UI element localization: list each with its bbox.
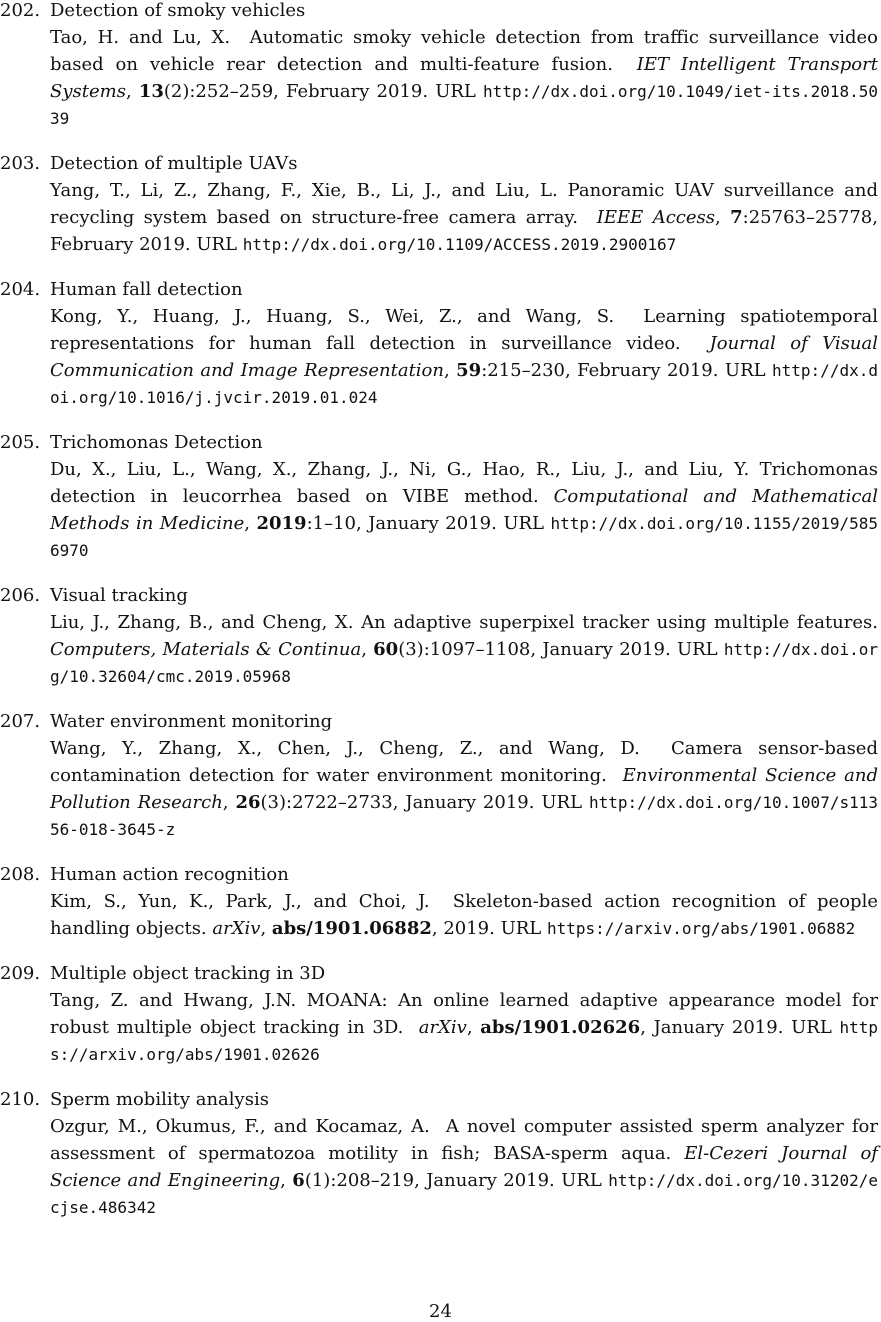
- reference-authors: Yang, T., Li, Z., Zhang, F., Xie, B., Li, J., and Liu, L.: [50, 180, 558, 201]
- reference-entry-205: [0, 429, 878, 564]
- reference-details: :1–10, January 2019. URL: [306, 513, 544, 534]
- reference-details: (2):252–259, February 2019. URL: [163, 81, 476, 102]
- reference-url-link[interactable]: http://dx.doi.org/10.32604/cmc.2019.05968: [50, 640, 878, 686]
- reference-citation: Kim, S., Yun, K., Park, J., and Choi, J. Skeleton-based action recognition of people handling objects. arXiv, abs/1901.06882, 2019. URL https://arxiv.org/abs/1901.06882: [50, 891, 878, 939]
- reference-topic: Human action recognition: [50, 864, 289, 885]
- reference-citation: Kong, Y., Huang, J., Huang, S., Wei, Z., and Wang, S. Learning spatiotemporal representations for human fall detection in surveillance video. Journal of Visual Communication and Image Representation, 59:215–230, February 2019. URL http://dx.doi.org/10.1016/j.jvcir.2019.01.024: [50, 306, 878, 407]
- reference-number: 205.: [0, 432, 41, 453]
- reference-url-link[interactable]: http://dx.doi.org/10.1155/2019/5856970: [50, 514, 878, 560]
- reference-entry-206: [0, 582, 878, 690]
- reference-details: (3):2722–2733, January 2019. URL: [260, 792, 583, 813]
- reference-venue: arXiv: [212, 918, 261, 939]
- reference-entry-203: [0, 150, 878, 258]
- reference-citation: Wang, Y., Zhang, X., Chen, J., Cheng, Z., and Wang, D. Camera sensor-based contamination detection for water environment monitoring. Environmental Science and Pollution Research, 26(3):2722–2733, January 2019. URL http://dx.doi.org/10.1007/s11356-018-3645-z: [50, 738, 878, 839]
- reference-url-link[interactable]: http://dx.doi.org/10.1109/ACCESS.2019.2900167: [242, 235, 677, 254]
- reference-topic: Human fall detection: [50, 279, 243, 300]
- reference-volume: 6: [292, 1170, 305, 1191]
- reference-venue: Computational and Mathematical Methods in Medicine: [50, 486, 878, 534]
- reference-title: Panoramic UAV surveillance and recycling system based on structure-free camera array.: [50, 180, 878, 228]
- reference-volume: 13: [138, 81, 164, 102]
- reference-citation: Du, X., Liu, L., Wang, X., Zhang, J., Ni, G., Hao, R., Liu, J., and Liu, Y. Trichomonas detection in leucorrhea based on VIBE method. Computational and Mathematical Methods in Medicine, 2019:1–10, January 2019. URL http://dx.doi.org/10.1155/2019/5856970: [50, 459, 878, 560]
- reference-authors: Kong, Y., Huang, J., Huang, S., Wei, Z., and Wang, S.: [50, 306, 615, 327]
- reference-number: 210.: [0, 1089, 41, 1110]
- reference-title: Learning spatiotemporal representations for human fall detection in surveillance video.: [50, 306, 878, 354]
- reference-number: 203.: [0, 153, 41, 174]
- reference-volume: abs/1901.02626: [480, 1017, 641, 1038]
- reference-volume: 59: [456, 360, 482, 381]
- reference-citation: Tao, H. and Lu, X. Automatic smoky vehicle detection from traffic surveillance video based on vehicle rear detection and multi-feature fusion. IET Intelligent Transport Systems, 13(2):252–259, February 2019. URL http://dx.doi.org/10.1049/iet-its.2018.5039: [50, 27, 878, 128]
- reference-venue: El-Cezeri Journal of Science and Engineering: [50, 1143, 878, 1191]
- reference-volume: 7: [730, 207, 743, 228]
- reference-url-link[interactable]: http://dx.doi.org/10.1049/iet-its.2018.5039: [50, 82, 878, 128]
- reference-venue: arXiv: [418, 1017, 467, 1038]
- reference-volume: abs/1901.06882: [271, 918, 432, 939]
- reference-details: (1):208–219, January 2019. URL: [304, 1170, 602, 1191]
- reference-authors: Kim, S., Yun, K., Park, J., and Choi, J.: [50, 891, 430, 912]
- reference-details: :25763–25778, February 2019. URL: [50, 207, 878, 255]
- reference-citation: Tang, Z. and Hwang, J.N. MOANA: An online learned adaptive appearance model for robust multiple object tracking in 3D. arXiv, abs/1901.02626, January 2019. URL https://arxiv.org/abs/1901.02626: [50, 990, 878, 1064]
- reference-number: 209.: [0, 963, 41, 984]
- reference-title: A novel computer assisted sperm analyzer for assessment of spermatozoa motility in fish; BASA-sperm aqua.: [50, 1116, 878, 1164]
- reference-topic: Multiple object tracking in 3D: [50, 963, 326, 984]
- reference-url-link[interactable]: http://dx.doi.org/10.1016/j.jvcir.2019.01.024: [50, 361, 878, 407]
- page-number: 24: [429, 1301, 452, 1322]
- reference-title: Skeleton-based action recognition of people handling objects.: [50, 891, 878, 939]
- reference-details: :215–230, February 2019. URL: [481, 360, 766, 381]
- reference-url-link[interactable]: http://dx.doi.org/10.31202/ecjse.486342: [50, 1171, 878, 1217]
- reference-number: 202.: [0, 0, 41, 21]
- reference-entry-202: [0, 0, 878, 132]
- reference-citation: Yang, T., Li, Z., Zhang, F., Xie, B., Li, J., and Liu, L. Panoramic UAV surveillance and recycling system based on structure-free camera array. IEEE Access, 7:25763–25778, February 2019. URL http://dx.doi.org/10.1109/ACCESS.2019.2900167: [50, 180, 878, 255]
- reference-authors: Liu, J., Zhang, B., and Cheng, X.: [50, 612, 354, 633]
- reference-authors: Tang, Z. and Hwang, J.N.: [50, 990, 297, 1011]
- reference-venue: Computers, Materials & Continua: [50, 639, 362, 660]
- reference-citation: Liu, J., Zhang, B., and Cheng, X. An adaptive superpixel tracker using multiple features. Computers, Materials & Continua, 60(3):1097–1108, January 2019. URL http://dx.doi.org/10.32604/cmc.2019.05968: [50, 612, 878, 686]
- reference-volume: 60: [373, 639, 399, 660]
- reference-entry-204: [0, 276, 878, 411]
- reference-volume: 26: [235, 792, 261, 813]
- reference-topic: Water environment monitoring: [50, 711, 333, 732]
- reference-title: An adaptive superpixel tracker using multiple features.: [361, 612, 878, 633]
- reference-venue: Journal of Visual Communication and Image Representation: [50, 333, 878, 381]
- reference-volume: 2019: [256, 513, 307, 534]
- reference-citation: Ozgur, M., Okumus, F., and Kocamaz, A. A novel computer assisted sperm analyzer for assessment of spermatozoa motility in fish; BASA-sperm aqua. El-Cezeri Journal of Science and Engineering, 6(1):208–219, January 2019. URL http://dx.doi.org/10.31202/ecjse.486342: [50, 1116, 878, 1217]
- reference-url-link[interactable]: https://arxiv.org/abs/1901.02626: [50, 1018, 878, 1064]
- reference-topic: Sperm mobility analysis: [50, 1089, 269, 1110]
- reference-topic: Detection of smoky vehicles: [50, 0, 306, 21]
- reference-authors: Tao, H. and Lu, X.: [50, 27, 231, 48]
- reference-topic: Detection of multiple UAVs: [50, 153, 298, 174]
- reference-url-link[interactable]: https://arxiv.org/abs/1901.06882: [546, 919, 856, 938]
- reference-topic: Visual tracking: [50, 585, 188, 606]
- reference-venue: IEEE Access: [596, 207, 715, 228]
- reference-title: Camera sensor-based contamination detection for water environment monitoring.: [50, 738, 878, 786]
- reference-details: , 2019. URL: [431, 918, 542, 939]
- reference-number: 204.: [0, 279, 41, 300]
- reference-details: , January 2019. URL: [640, 1017, 832, 1038]
- reference-number: 206.: [0, 585, 41, 606]
- reference-entry-209: [0, 960, 878, 1068]
- reference-url-link[interactable]: http://dx.doi.org/10.1007/s11356-018-3645-z: [50, 793, 878, 839]
- reference-topic: Trichomonas Detection: [50, 432, 263, 453]
- reference-number: 208.: [0, 864, 41, 885]
- reference-details: (3):1097–1108, January 2019. URL: [398, 639, 718, 660]
- reference-number: 207.: [0, 711, 41, 732]
- reference-title: Automatic smoky vehicle detection from traffic surveillance video based on vehicle rear detection and multi-feature fusion.: [50, 27, 878, 75]
- reference-title: Trichomonas detection in leucorrhea based on VIBE method.: [50, 459, 878, 507]
- reference-venue: Environmental Science and Pollution Research: [50, 765, 878, 813]
- reference-authors: Wang, Y., Zhang, X., Chen, J., Cheng, Z., and Wang, D.: [50, 738, 640, 759]
- reference-authors: Du, X., Liu, L., Wang, X., Zhang, J., Ni, G., Hao, R., Liu, J., and Liu, Y.: [50, 459, 750, 480]
- reference-entry-210: [0, 1086, 878, 1221]
- reference-entry-208: [0, 861, 878, 942]
- reference-entry-207: [0, 708, 878, 843]
- reference-venue: IET Intelligent Transport Systems: [50, 54, 878, 102]
- reference-authors: Ozgur, M., Okumus, F., and Kocamaz, A.: [50, 1116, 430, 1137]
- reference-title: MOANA: An online learned adaptive appearance model for robust multiple object tracking in 3D.: [50, 990, 878, 1038]
